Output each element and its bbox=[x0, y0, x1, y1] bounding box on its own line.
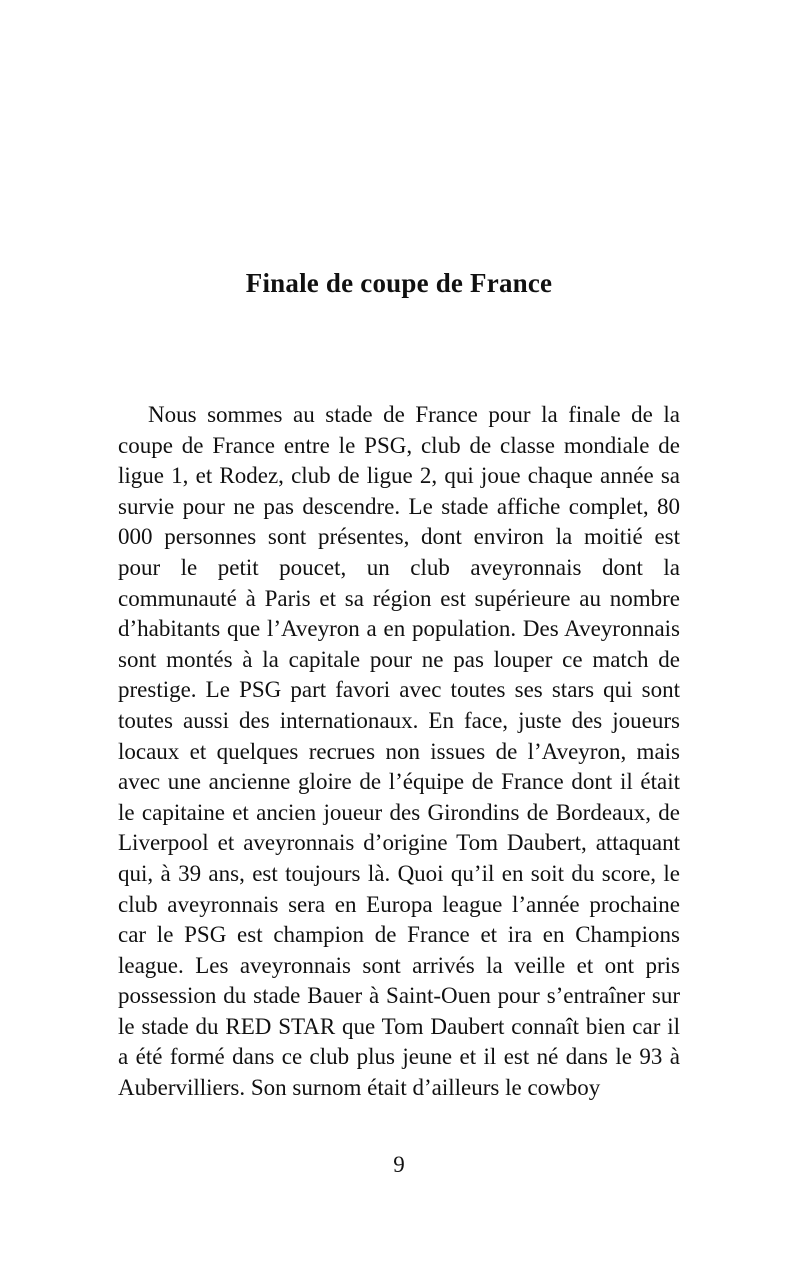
chapter-title: Finale de coupe de France bbox=[245, 268, 553, 298]
page-number: 9 bbox=[393, 1152, 405, 1177]
body-paragraph: Nous sommes au stade de France pour la finale de la coupe de France entre le PSG, club de classe mondiale de ligue 1, et Rodez, club de ligue 2, qui joue chaque année sa survie pour ne pas descendre. Le stade affiche complet, 80 000 personnes sont présentes, dont environ la moitié est pour le petit poucet, un club aveyronnais dont la communauté à Paris et sa région est supérieure au nombre d’habitants que l’Aveyron a en population. Des Aveyronnais sont montés à la capitale pour ne pas louper ce match de prestige. Le PSG part favori avec toutes ses stars qui sont toutes aussi des internationaux. En face, juste des joueurs locaux et quelques recrues non issues de l’Aveyron, mais avec une ancienne gloire de l’équipe de France dont il était le capitaine et ancien joueur des Girondins de Bordeaux, de Liverpool et aveyronnais d’origine Tom Daubert, attaquant qui, à 39 ans, est toujours là. Quoi qu’il en soit du score, le club aveyronnais sera en Europa league l’année prochaine car le PSG est champion de France et ira en Champions league. Les aveyronnais sont arrivés la veille et ont pris possession du stade Bauer à Saint-Ouen pour s’entraîner sur le stade du RED STAR que Tom Daubert connaît bien car il a été formé dans ce club plus jeune et il est né dans le 93 à Aubervilliers. Son surnom était d’ailleurs le cowboy bbox=[118, 402, 680, 1101]
